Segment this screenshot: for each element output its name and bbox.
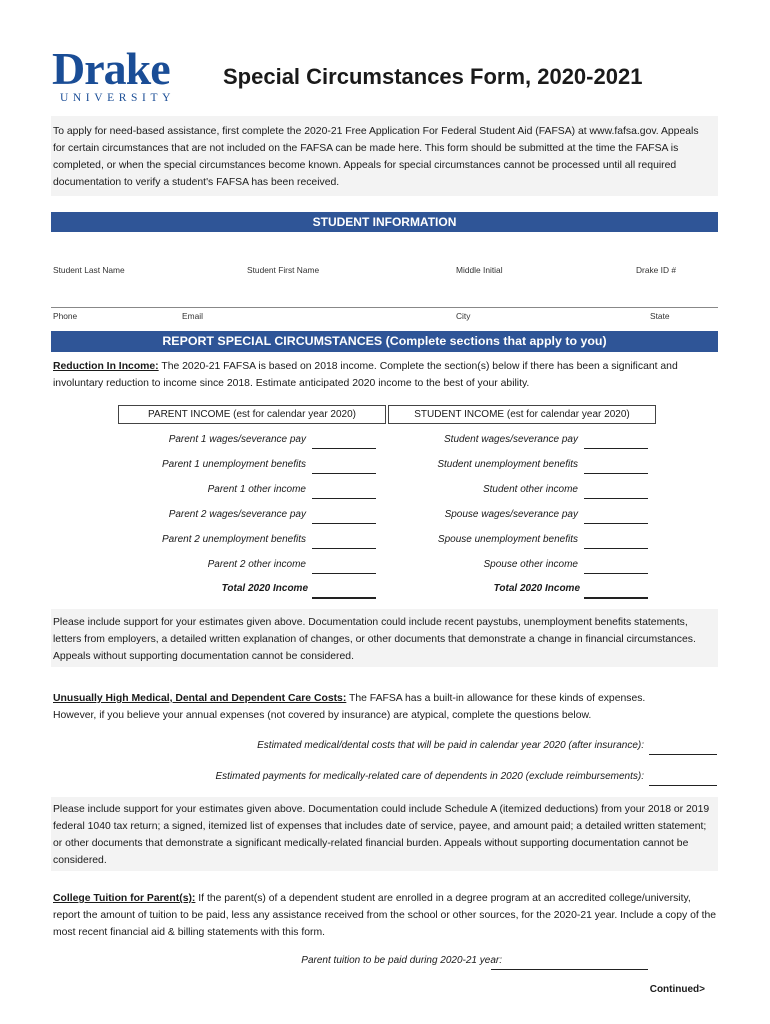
label-phone: Phone (53, 311, 78, 321)
reduction-paragraph (53, 358, 718, 392)
parent-row-label: Parent 2 other income (207, 559, 306, 570)
parent1-other-input[interactable] (312, 486, 376, 499)
student-info-header: STUDENT INFORMATION (51, 212, 718, 232)
page-title: Special Circumstances Form, 2020-2021 (223, 64, 643, 89)
parent-tuition-input[interactable] (491, 957, 648, 970)
parent-row-label: Parent 2 unemployment benefits (162, 534, 306, 545)
dependent-care-input[interactable] (649, 773, 717, 786)
student-row-label: Student wages/severance pay (444, 434, 578, 445)
row1-divider (51, 307, 718, 308)
medical-text: The FAFSA has a built-in allowance for these kinds of expenses. However, if you believe your annual expenses (not covered by insurance) are atypical, complete the questions below. (53, 693, 646, 721)
last-name-field[interactable] (51, 278, 241, 306)
tuition-paragraph (53, 890, 718, 941)
parent2-wages-input[interactable] (312, 511, 376, 524)
parent2-other-input[interactable] (312, 561, 376, 574)
student-income-header: STUDENT INCOME (est for calendar year 2020) (388, 405, 656, 424)
student-total-label: Total 2020 Income (493, 583, 580, 594)
tuition-text: If the parent(s) of a dependent student are enrolled in a degree program at an accredited college/university, report the amount of tuition to be paid, less any assistance received from the school or other sources, for the 2020-21 year. Include a copy of the most recent financial aid & billing statements with this form. (53, 893, 717, 938)
parent1-wages-input[interactable] (312, 436, 376, 449)
medical-question-2: Estimated payments for medically-related care of dependents in 2020 (exclude reimbursements): (215, 771, 644, 782)
label-first-name: Student First Name (247, 265, 320, 275)
student-row-label: Student other income (482, 484, 578, 495)
reduction-support-text: Please include support for your estimates given above. Documentation could include recent paystubs, unemployment benefits statements, letters from employers, a detailed written explanation of changes, or other documents that demonstrate a change in financial circumstances. Appeals without supporting documentation cannot be considered. (53, 617, 696, 662)
parent-total-label: Total 2020 Income (221, 583, 308, 594)
parent-row-label: Parent 1 other income (207, 484, 306, 495)
medical-heading: Unusually High Medical, Dental and Dependent Care Costs: (53, 693, 347, 704)
intro-text: To apply for need-based assistance, first complete the 2020-21 Free Application For Federal Student Aid (FAFSA) at www.fafsa.gov. Appeals for certain circumstances that are not included on the FAFSA can be made here. This form should be submitted at the time the FAFSA is completed, or when the special circumstances become known. Appeals for special circumstances cannot be processed until all required documentation to verify a student's FAFSA has been received. (53, 126, 699, 188)
parent-row-label: Parent 2 wages/severance pay (168, 509, 306, 520)
drake-logo: Drake (52, 43, 170, 94)
parent-row-label: Parent 1 unemployment benefits (162, 459, 306, 470)
label-email: Email (182, 311, 203, 321)
parent2-unemployment-input[interactable] (312, 536, 376, 549)
student-row-label: Student unemployment benefits (437, 459, 578, 470)
student-total-input[interactable] (584, 585, 648, 599)
report-header: REPORT SPECIAL CIRCUMSTANCES (Complete sections that apply to you) (51, 331, 718, 352)
parent-income-header: PARENT INCOME (est for calendar year 2020) (118, 405, 386, 424)
first-name-field[interactable] (245, 278, 450, 306)
parent-row-label: Parent 1 wages/severance pay (168, 434, 306, 445)
tuition-question: Parent tuition to be paid during 2020-21 year: (301, 955, 502, 966)
label-last-name: Student Last Name (53, 265, 125, 275)
spouse-other-input[interactable] (584, 561, 648, 574)
student-unemployment-input[interactable] (584, 461, 648, 474)
label-state: State (650, 311, 670, 321)
parent1-unemployment-input[interactable] (312, 461, 376, 474)
reduction-text: The 2020-21 FAFSA is based on 2018 income. Complete the section(s) below if there has been a significant and involuntary reduction to income since 2018. Estimate anticipated 2020 income to the best of your ability. (53, 361, 678, 389)
medical-costs-input[interactable] (649, 742, 717, 755)
drake-id-field[interactable] (633, 278, 718, 306)
label-drake-id: Drake ID # (636, 265, 677, 275)
label-city: City (456, 311, 471, 321)
medical-support-text: Please include support for your estimates given above. Documentation could include Schedule A (itemized deductions) from your 2018 or 2019 federal 1040 tax return; a signed, itemized list of expenses that includes date of service, payee, and amount paid; a detailed written statement; or other documents that demonstrate a significant medically-related financial burden. Appeals without supporting documentation cannot be considered. (53, 804, 710, 866)
reduction-heading: Reduction In Income: (53, 361, 159, 372)
drake-logo-subtitle: UNIVERSITY (60, 92, 175, 104)
middle-initial-field[interactable] (454, 278, 629, 306)
student-other-input[interactable] (584, 486, 648, 499)
medical-paragraph (53, 690, 683, 724)
label-middle-initial: Middle Initial (456, 265, 503, 275)
student-row-label: Spouse wages/severance pay (444, 509, 578, 520)
student-row-label: Spouse other income (483, 559, 578, 570)
spouse-unemployment-input[interactable] (584, 536, 648, 549)
continued-label: Continued> (649, 984, 705, 995)
student-wages-input[interactable] (584, 436, 648, 449)
spouse-wages-input[interactable] (584, 511, 648, 524)
parent-total-input[interactable] (312, 585, 376, 599)
tuition-heading: College Tuition for Parent(s): (53, 893, 196, 904)
student-row-label: Spouse unemployment benefits (437, 534, 578, 545)
medical-question-1: Estimated medical/dental costs that will be paid in calendar year 2020 (after insurance): (257, 740, 644, 751)
